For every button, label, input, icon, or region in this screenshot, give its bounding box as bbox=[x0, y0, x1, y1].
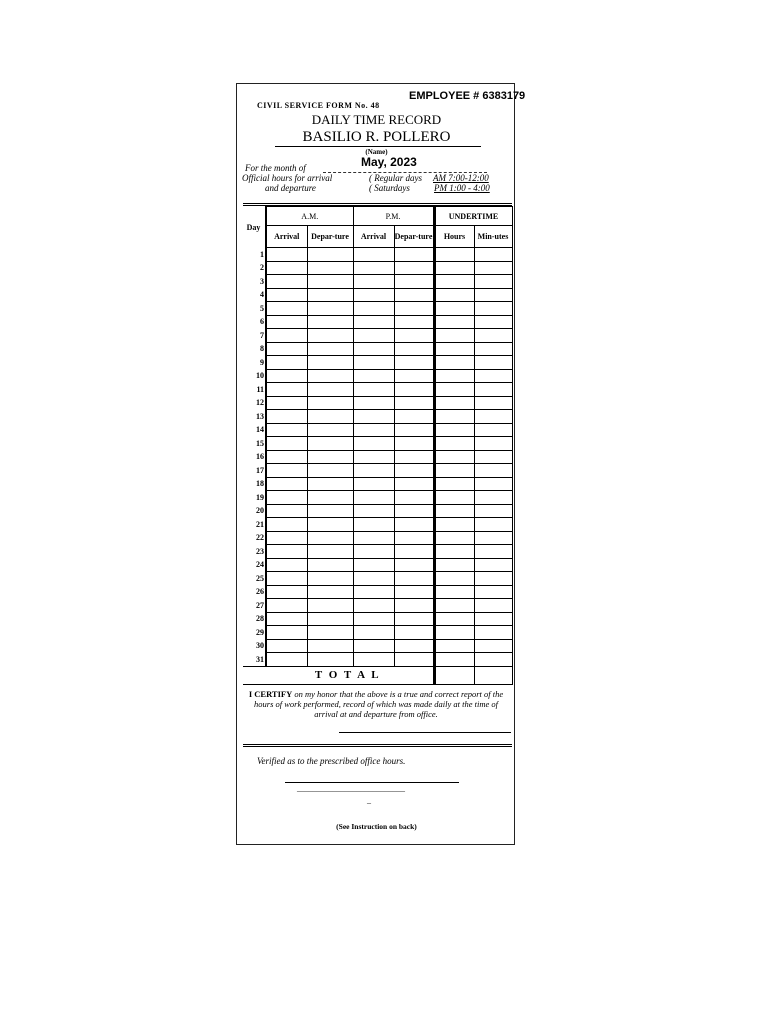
pm-departure-cell[interactable] bbox=[394, 639, 434, 653]
undertime-minutes-cell[interactable] bbox=[474, 302, 512, 316]
day-number: 6 bbox=[243, 315, 266, 329]
day-number: 29 bbox=[243, 626, 266, 640]
table-row bbox=[243, 612, 512, 626]
undertime-minutes-cell[interactable] bbox=[474, 585, 512, 599]
total-minutes-cell[interactable] bbox=[474, 666, 512, 684]
am-departure-cell[interactable] bbox=[307, 491, 353, 505]
day-number: 5 bbox=[243, 302, 266, 316]
undertime-minutes-cell[interactable] bbox=[474, 626, 512, 640]
am-arrival-cell[interactable] bbox=[266, 275, 307, 289]
table-row bbox=[243, 464, 512, 478]
am-arrival-cell[interactable] bbox=[266, 315, 307, 329]
undertime-minutes-cell[interactable] bbox=[474, 423, 512, 437]
undertime-hours-cell[interactable] bbox=[434, 504, 474, 518]
day-number: 3 bbox=[243, 275, 266, 289]
undertime-minutes-cell[interactable] bbox=[474, 504, 512, 518]
day-number: 13 bbox=[243, 410, 266, 424]
am-departure-cell[interactable] bbox=[307, 518, 353, 532]
undertime-minutes-cell[interactable] bbox=[474, 356, 512, 370]
am-departure-header: Depar-ture bbox=[307, 226, 353, 248]
pm-departure-header: Depar-ture bbox=[394, 226, 434, 248]
am-arrival-cell[interactable] bbox=[266, 545, 307, 559]
am-arrival-cell[interactable] bbox=[266, 477, 307, 491]
pm-arrival-cell[interactable] bbox=[353, 639, 394, 653]
pm-arrival-cell[interactable] bbox=[353, 653, 394, 667]
undertime-hours-cell[interactable] bbox=[434, 585, 474, 599]
undertime-hours-cell[interactable] bbox=[434, 261, 474, 275]
pm-departure-cell[interactable] bbox=[394, 437, 434, 451]
total-row bbox=[243, 666, 512, 684]
day-number: 25 bbox=[243, 572, 266, 586]
am-arrival-cell[interactable] bbox=[266, 626, 307, 640]
pm-departure-cell[interactable] bbox=[394, 383, 434, 397]
undertime-minutes-cell[interactable] bbox=[474, 383, 512, 397]
am-departure-cell[interactable] bbox=[307, 410, 353, 424]
regular-days-value: AM 7:00-12:00 bbox=[433, 173, 489, 183]
table-row bbox=[243, 356, 512, 370]
day-number: 21 bbox=[243, 518, 266, 532]
pm-arrival-cell[interactable] bbox=[353, 383, 394, 397]
pm-arrival-cell[interactable] bbox=[353, 531, 394, 545]
table-row bbox=[243, 261, 512, 275]
am-arrival-cell[interactable] bbox=[266, 329, 307, 343]
pm-arrival-cell[interactable] bbox=[353, 342, 394, 356]
undertime-minutes-cell[interactable] bbox=[474, 491, 512, 505]
undertime-minutes-cell[interactable] bbox=[474, 288, 512, 302]
pm-departure-cell[interactable] bbox=[394, 410, 434, 424]
table-row bbox=[243, 477, 512, 491]
pm-departure-cell[interactable] bbox=[394, 275, 434, 289]
undertime-hours-cell[interactable] bbox=[434, 626, 474, 640]
am-departure-cell[interactable] bbox=[307, 612, 353, 626]
am-arrival-cell[interactable] bbox=[266, 558, 307, 572]
undertime-hours-cell[interactable] bbox=[434, 383, 474, 397]
am-departure-cell[interactable] bbox=[307, 275, 353, 289]
certify-body: on my honor that the above is a true and correct report of the hours of work performed, record of which was made daily at the time of arrival at and departure from office. bbox=[254, 689, 504, 719]
table-row bbox=[243, 558, 512, 572]
undertime-hours-cell[interactable] bbox=[434, 639, 474, 653]
pm-arrival-cell[interactable] bbox=[353, 491, 394, 505]
table-row bbox=[243, 275, 512, 289]
day-number: 20 bbox=[243, 504, 266, 518]
undertime-minutes-cell[interactable] bbox=[474, 450, 512, 464]
am-departure-cell[interactable] bbox=[307, 531, 353, 545]
pm-arrival-cell[interactable] bbox=[353, 302, 394, 316]
pm-departure-cell[interactable] bbox=[394, 288, 434, 302]
table-row bbox=[243, 491, 512, 505]
name-underline bbox=[275, 146, 481, 147]
pm-arrival-cell[interactable] bbox=[353, 612, 394, 626]
pm-arrival-cell[interactable] bbox=[353, 288, 394, 302]
undertime-minutes-cell[interactable] bbox=[474, 275, 512, 289]
undertime-hours-cell[interactable] bbox=[434, 410, 474, 424]
am-arrival-cell[interactable] bbox=[266, 302, 307, 316]
hours-label-1: Official hours for arrival bbox=[242, 173, 333, 183]
undertime-hours-cell[interactable] bbox=[434, 356, 474, 370]
pm-arrival-cell[interactable] bbox=[353, 437, 394, 451]
am-departure-cell[interactable] bbox=[307, 599, 353, 613]
am-arrival-cell[interactable] bbox=[266, 396, 307, 410]
undertime-hours-cell[interactable] bbox=[434, 369, 474, 383]
pm-arrival-cell[interactable] bbox=[353, 369, 394, 383]
am-arrival-cell[interactable] bbox=[266, 342, 307, 356]
undertime-hours-cell[interactable] bbox=[434, 477, 474, 491]
pm-departure-cell[interactable] bbox=[394, 504, 434, 518]
table-row bbox=[243, 545, 512, 559]
undertime-hours-header: Hours bbox=[434, 226, 474, 248]
pm-arrival-cell[interactable] bbox=[353, 464, 394, 478]
day-number: 10 bbox=[243, 369, 266, 383]
day-number: 24 bbox=[243, 558, 266, 572]
undertime-minutes-cell[interactable] bbox=[474, 342, 512, 356]
table-row bbox=[243, 369, 512, 383]
table-row bbox=[243, 437, 512, 451]
pm-departure-cell[interactable] bbox=[394, 369, 434, 383]
undertime-minutes-cell[interactable] bbox=[474, 653, 512, 667]
day-number: 28 bbox=[243, 612, 266, 626]
table-row bbox=[243, 315, 512, 329]
employee-signature-line bbox=[339, 732, 511, 733]
footer-note: (See Instruction on back) bbox=[336, 822, 417, 831]
undertime-hours-cell[interactable] bbox=[434, 599, 474, 613]
am-arrival-cell[interactable] bbox=[266, 288, 307, 302]
month-value: May, 2023 bbox=[361, 155, 417, 169]
day-number: 26 bbox=[243, 585, 266, 599]
time-table bbox=[243, 206, 513, 685]
undertime-hours-cell[interactable] bbox=[434, 531, 474, 545]
am-arrival-cell[interactable] bbox=[266, 450, 307, 464]
am-arrival-cell[interactable] bbox=[266, 504, 307, 518]
am-departure-cell[interactable] bbox=[307, 504, 353, 518]
divider bbox=[243, 744, 512, 747]
day-number: 16 bbox=[243, 450, 266, 464]
am-departure-cell[interactable] bbox=[307, 464, 353, 478]
undertime-hours-cell[interactable] bbox=[434, 653, 474, 667]
am-arrival-cell[interactable] bbox=[266, 612, 307, 626]
table-row bbox=[243, 585, 512, 599]
undertime-minutes-cell[interactable] bbox=[474, 329, 512, 343]
month-label: For the month of bbox=[245, 163, 306, 173]
undertime-minutes-cell[interactable] bbox=[474, 531, 512, 545]
undertime-hours-cell[interactable] bbox=[434, 275, 474, 289]
day-number: 14 bbox=[243, 423, 266, 437]
undertime-minutes-cell[interactable] bbox=[474, 261, 512, 275]
daily-time-record-form bbox=[236, 83, 526, 845]
table-row bbox=[243, 653, 512, 667]
pm-arrival-cell[interactable] bbox=[353, 558, 394, 572]
undertime-minutes-cell[interactable] bbox=[474, 545, 512, 559]
undertime-hours-cell[interactable] bbox=[434, 396, 474, 410]
pm-departure-cell[interactable] bbox=[394, 302, 434, 316]
am-arrival-cell[interactable] bbox=[266, 464, 307, 478]
undertime-minutes-cell[interactable] bbox=[474, 477, 512, 491]
pm-arrival-cell[interactable] bbox=[353, 356, 394, 370]
day-number: 31 bbox=[243, 653, 266, 667]
pm-departure-cell[interactable] bbox=[394, 531, 434, 545]
undertime-minutes-cell[interactable] bbox=[474, 599, 512, 613]
undertime-minutes-header: Min-utes bbox=[474, 226, 512, 248]
form-number: CIVIL SERVICE FORM No. 48 bbox=[257, 101, 380, 110]
pm-departure-cell[interactable] bbox=[394, 450, 434, 464]
table-row bbox=[243, 504, 512, 518]
table-row bbox=[243, 626, 512, 640]
undertime-hours-cell[interactable] bbox=[434, 572, 474, 586]
day-number: 22 bbox=[243, 531, 266, 545]
am-departure-cell[interactable] bbox=[307, 356, 353, 370]
total-label: T O T A L bbox=[243, 666, 434, 684]
dash-line: ___________________________ bbox=[297, 784, 405, 793]
am-arrival-cell[interactable] bbox=[266, 585, 307, 599]
certification-text bbox=[245, 689, 507, 719]
form-title: DAILY TIME RECORD bbox=[311, 112, 442, 127]
pm-departure-cell[interactable] bbox=[394, 261, 434, 275]
am-arrival-cell[interactable] bbox=[266, 639, 307, 653]
pm-departure-cell[interactable] bbox=[394, 585, 434, 599]
am-departure-cell[interactable] bbox=[307, 477, 353, 491]
pm-departure-cell[interactable] bbox=[394, 329, 434, 343]
pm-arrival-cell[interactable] bbox=[353, 477, 394, 491]
pm-arrival-cell[interactable] bbox=[353, 518, 394, 532]
pm-arrival-cell[interactable] bbox=[353, 261, 394, 275]
undertime-hours-cell[interactable] bbox=[434, 464, 474, 478]
undertime-minutes-cell[interactable] bbox=[474, 410, 512, 424]
certify-bold: I CERTIFY bbox=[248, 689, 293, 699]
am-header: A.M. bbox=[266, 207, 353, 226]
undertime-header: UNDERTIME bbox=[434, 207, 512, 226]
pm-departure-cell[interactable] bbox=[394, 423, 434, 437]
verified-text: Verified as to the prescribed office hours. bbox=[257, 756, 406, 766]
am-departure-cell[interactable] bbox=[307, 585, 353, 599]
undertime-minutes-cell[interactable] bbox=[474, 558, 512, 572]
pm-departure-cell[interactable] bbox=[394, 518, 434, 532]
pm-departure-cell[interactable] bbox=[394, 572, 434, 586]
total-hours-cell[interactable] bbox=[434, 666, 474, 684]
undertime-minutes-cell[interactable] bbox=[474, 437, 512, 451]
am-arrival-cell[interactable] bbox=[266, 437, 307, 451]
am-arrival-cell[interactable] bbox=[266, 356, 307, 370]
undertime-hours-cell[interactable] bbox=[434, 437, 474, 451]
am-arrival-cell[interactable] bbox=[266, 491, 307, 505]
am-arrival-cell[interactable] bbox=[266, 248, 307, 262]
pm-departure-cell[interactable] bbox=[394, 653, 434, 667]
table-row bbox=[243, 329, 512, 343]
undertime-minutes-cell[interactable] bbox=[474, 248, 512, 262]
undertime-minutes-cell[interactable] bbox=[474, 639, 512, 653]
day-number: 4 bbox=[243, 288, 266, 302]
table-row bbox=[243, 531, 512, 545]
day-number: 1 bbox=[243, 248, 266, 262]
am-departure-cell[interactable] bbox=[307, 369, 353, 383]
undertime-minutes-cell[interactable] bbox=[474, 518, 512, 532]
pm-arrival-cell[interactable] bbox=[353, 450, 394, 464]
pm-departure-cell[interactable] bbox=[394, 396, 434, 410]
dash-mark: _ bbox=[367, 796, 371, 805]
day-number: 30 bbox=[243, 639, 266, 653]
am-departure-cell[interactable] bbox=[307, 423, 353, 437]
regular-days-label: ( Regular days bbox=[369, 173, 422, 183]
undertime-hours-cell[interactable] bbox=[434, 612, 474, 626]
undertime-hours-cell[interactable] bbox=[434, 423, 474, 437]
am-departure-cell[interactable] bbox=[307, 302, 353, 316]
day-number: 12 bbox=[243, 396, 266, 410]
undertime-hours-cell[interactable] bbox=[434, 302, 474, 316]
pm-arrival-cell[interactable] bbox=[353, 248, 394, 262]
am-departure-cell[interactable] bbox=[307, 396, 353, 410]
pm-departure-cell[interactable] bbox=[394, 491, 434, 505]
undertime-minutes-cell[interactable] bbox=[474, 315, 512, 329]
undertime-minutes-cell[interactable] bbox=[474, 612, 512, 626]
pm-departure-cell[interactable] bbox=[394, 477, 434, 491]
undertime-hours-cell[interactable] bbox=[434, 450, 474, 464]
day-number: 17 bbox=[243, 464, 266, 478]
employee-number: EMPLOYEE # 6383179 bbox=[409, 90, 526, 102]
day-number: 11 bbox=[243, 383, 266, 397]
am-departure-cell[interactable] bbox=[307, 329, 353, 343]
undertime-hours-cell[interactable] bbox=[434, 545, 474, 559]
undertime-hours-cell[interactable] bbox=[434, 288, 474, 302]
am-departure-cell[interactable] bbox=[307, 626, 353, 640]
am-departure-cell[interactable] bbox=[307, 639, 353, 653]
pm-arrival-cell[interactable] bbox=[353, 275, 394, 289]
table-row bbox=[243, 302, 512, 316]
am-departure-cell[interactable] bbox=[307, 261, 353, 275]
day-number: 19 bbox=[243, 491, 266, 505]
pm-arrival-cell[interactable] bbox=[353, 585, 394, 599]
undertime-minutes-cell[interactable] bbox=[474, 396, 512, 410]
table-row bbox=[243, 288, 512, 302]
pm-departure-cell[interactable] bbox=[394, 315, 434, 329]
am-arrival-cell[interactable] bbox=[266, 383, 307, 397]
pm-arrival-cell[interactable] bbox=[353, 423, 394, 437]
pm-departure-cell[interactable] bbox=[394, 626, 434, 640]
pm-arrival-cell[interactable] bbox=[353, 572, 394, 586]
supervisor-signature-line bbox=[285, 782, 459, 783]
am-departure-cell[interactable] bbox=[307, 383, 353, 397]
pm-arrival-cell[interactable] bbox=[353, 626, 394, 640]
table-row bbox=[243, 342, 512, 356]
am-arrival-cell[interactable] bbox=[266, 518, 307, 532]
table-row bbox=[243, 599, 512, 613]
am-arrival-cell[interactable] bbox=[266, 531, 307, 545]
pm-arrival-header: Arrival bbox=[353, 226, 394, 248]
pm-departure-cell[interactable] bbox=[394, 342, 434, 356]
am-departure-cell[interactable] bbox=[307, 558, 353, 572]
table-row bbox=[243, 383, 512, 397]
saturdays-value: PM 1:00 - 4:00 bbox=[434, 183, 490, 193]
saturdays-label: ( Saturdays bbox=[369, 183, 410, 193]
undertime-hours-cell[interactable] bbox=[434, 315, 474, 329]
am-departure-cell[interactable] bbox=[307, 315, 353, 329]
hours-label-2: and departure bbox=[265, 183, 316, 193]
table-row bbox=[243, 248, 512, 262]
am-arrival-cell[interactable] bbox=[266, 369, 307, 383]
am-departure-cell[interactable] bbox=[307, 437, 353, 451]
pm-arrival-cell[interactable] bbox=[353, 545, 394, 559]
undertime-hours-cell[interactable] bbox=[434, 518, 474, 532]
day-header: Day bbox=[243, 207, 266, 248]
table-row bbox=[243, 450, 512, 464]
name-label: (Name) bbox=[365, 148, 388, 156]
day-number: 23 bbox=[243, 545, 266, 559]
am-departure-cell[interactable] bbox=[307, 342, 353, 356]
pm-header: P.M. bbox=[353, 207, 434, 226]
undertime-hours-cell[interactable] bbox=[434, 558, 474, 572]
am-departure-cell[interactable] bbox=[307, 653, 353, 667]
day-number: 27 bbox=[243, 599, 266, 613]
pm-departure-cell[interactable] bbox=[394, 545, 434, 559]
pm-departure-cell[interactable] bbox=[394, 599, 434, 613]
table-row bbox=[243, 572, 512, 586]
undertime-minutes-cell[interactable] bbox=[474, 572, 512, 586]
employee-name: BASILIO R. POLLERO bbox=[302, 129, 451, 145]
undertime-hours-cell[interactable] bbox=[434, 342, 474, 356]
am-arrival-cell[interactable] bbox=[266, 572, 307, 586]
table-row bbox=[243, 518, 512, 532]
pm-arrival-cell[interactable] bbox=[353, 599, 394, 613]
day-number: 2 bbox=[243, 261, 266, 275]
undertime-minutes-cell[interactable] bbox=[474, 369, 512, 383]
pm-arrival-cell[interactable] bbox=[353, 329, 394, 343]
table-row bbox=[243, 423, 512, 437]
table-row bbox=[243, 639, 512, 653]
am-arrival-cell[interactable] bbox=[266, 653, 307, 667]
table-row bbox=[243, 396, 512, 410]
day-number: 9 bbox=[243, 356, 266, 370]
undertime-hours-cell[interactable] bbox=[434, 329, 474, 343]
am-departure-cell[interactable] bbox=[307, 248, 353, 262]
am-arrival-cell[interactable] bbox=[266, 599, 307, 613]
am-arrival-header: Arrival bbox=[266, 226, 307, 248]
table-row bbox=[243, 410, 512, 424]
am-departure-cell[interactable] bbox=[307, 545, 353, 559]
am-arrival-cell[interactable] bbox=[266, 423, 307, 437]
pm-departure-cell[interactable] bbox=[394, 464, 434, 478]
pm-arrival-cell[interactable] bbox=[353, 315, 394, 329]
pm-departure-cell[interactable] bbox=[394, 356, 434, 370]
undertime-minutes-cell[interactable] bbox=[474, 464, 512, 478]
day-number: 7 bbox=[243, 329, 266, 343]
am-arrival-cell[interactable] bbox=[266, 261, 307, 275]
undertime-hours-cell[interactable] bbox=[434, 248, 474, 262]
pm-arrival-cell[interactable] bbox=[353, 410, 394, 424]
undertime-hours-cell[interactable] bbox=[434, 491, 474, 505]
am-departure-cell[interactable] bbox=[307, 572, 353, 586]
pm-departure-cell[interactable] bbox=[394, 558, 434, 572]
day-number: 8 bbox=[243, 342, 266, 356]
pm-departure-cell[interactable] bbox=[394, 612, 434, 626]
pm-arrival-cell[interactable] bbox=[353, 396, 394, 410]
pm-arrival-cell[interactable] bbox=[353, 504, 394, 518]
am-arrival-cell[interactable] bbox=[266, 410, 307, 424]
day-number: 15 bbox=[243, 437, 266, 451]
am-departure-cell[interactable] bbox=[307, 288, 353, 302]
am-departure-cell[interactable] bbox=[307, 450, 353, 464]
day-number: 18 bbox=[243, 477, 266, 491]
pm-departure-cell[interactable] bbox=[394, 248, 434, 262]
